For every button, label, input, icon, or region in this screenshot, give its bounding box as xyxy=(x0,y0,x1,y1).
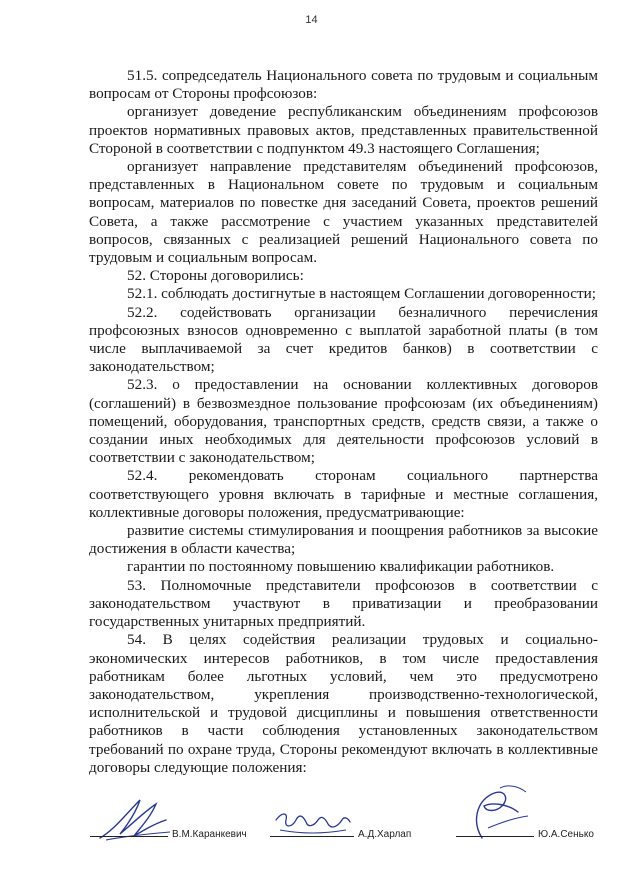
paragraph-organizes-delivery: организует доведение республиканским объединениям профсоюзов проектов нормативных правовых актов, представленных правительственной Стороной в соответствии с подпунктом 49.3 настоящего Соглашения; xyxy=(89,103,598,157)
paragraph-52-4: 52.4. рекомендовать сторонам социального партнерства соответствующего уровня включать в тарифные и местные соглашения, коллективные договоры положения, предусматривающие: xyxy=(89,467,598,521)
paragraph-52-2: 52.2. содействовать организации безналичного перечисления профсоюзных взносов одновременно с выплатой заработной платы (в том числе выплачиваемой за счет кредитов банков) в соответствии с законодательством; xyxy=(89,303,598,376)
paragraph-53: 53. Полномочные представители профсоюзов в соответствии с законодательством участвуют в приватизации и преобразовании государственных унитарных предприятий. xyxy=(89,576,598,631)
signature-line-3 xyxy=(456,836,534,837)
signature-line-2 xyxy=(270,836,354,837)
paragraph-51-5: 51.5. сопредседатель Национального совета по трудовым и социальным вопросам от Стороны профсоюзов: xyxy=(89,67,598,103)
paragraph-52-1: 52.1. соблюдать достигнутые в настоящем Соглашении договоренности; xyxy=(127,285,596,303)
signature-karankevich-icon xyxy=(96,794,176,846)
paragraph-qualification: гарантии по постоянному повышению квалификации работников. xyxy=(127,558,555,576)
signatory-name-1: В.М.Каранкевич xyxy=(172,829,247,840)
paragraph-54: 54. В целях содействия реализации трудовых и социально-экономических интересов работников, в том числе предоставления работникам более льготных условий, чем это предусмотрено законодательством, укрепления производственно-технологической, исполнительской и трудовой дисциплины и повышения ответственности работников в части соблюдения установленных законодательством требований по охране труда, Стороны рекомендуют включать в коллективные договоры следующие положения: xyxy=(89,631,598,776)
signature-kharlap-icon xyxy=(272,808,352,838)
paragraph-incentives: развитие системы стимулирования и поощрения работников за высокие достижения в области качества; xyxy=(89,522,598,558)
page-number: 14 xyxy=(305,14,318,26)
signature-block xyxy=(0,800,623,870)
signatory-name-3: Ю.А.Сенько xyxy=(538,829,594,840)
document-body xyxy=(89,67,598,777)
paragraph-52: 52. Стороны договорились: xyxy=(127,267,304,285)
paragraph-organizes-sending: организует направление представителям объединений профсоюзов, представленных в Национальном совете по трудовым и социальным вопросам, материалов по повестке дня заседаний Совета, проектов решений Совета, а также рассмотрение с участием указанных представителей вопросов, связанных с реализацией решений Национального совета по трудовым и социальным вопросам. xyxy=(89,158,598,267)
signatory-name-2: А.Д.Харлап xyxy=(358,829,412,840)
paragraph-52-3: 52.3. о предоставлении на основании коллективных договоров (соглашений) в безвозмездное пользование профсоюзам (их объединениям) помещений, оборудования, транспортных средств, средств связи, а также о создании иных необходимых для деятельности профсоюзов условий в соответствии с законодательством; xyxy=(89,376,598,467)
signature-line-1 xyxy=(90,836,168,837)
